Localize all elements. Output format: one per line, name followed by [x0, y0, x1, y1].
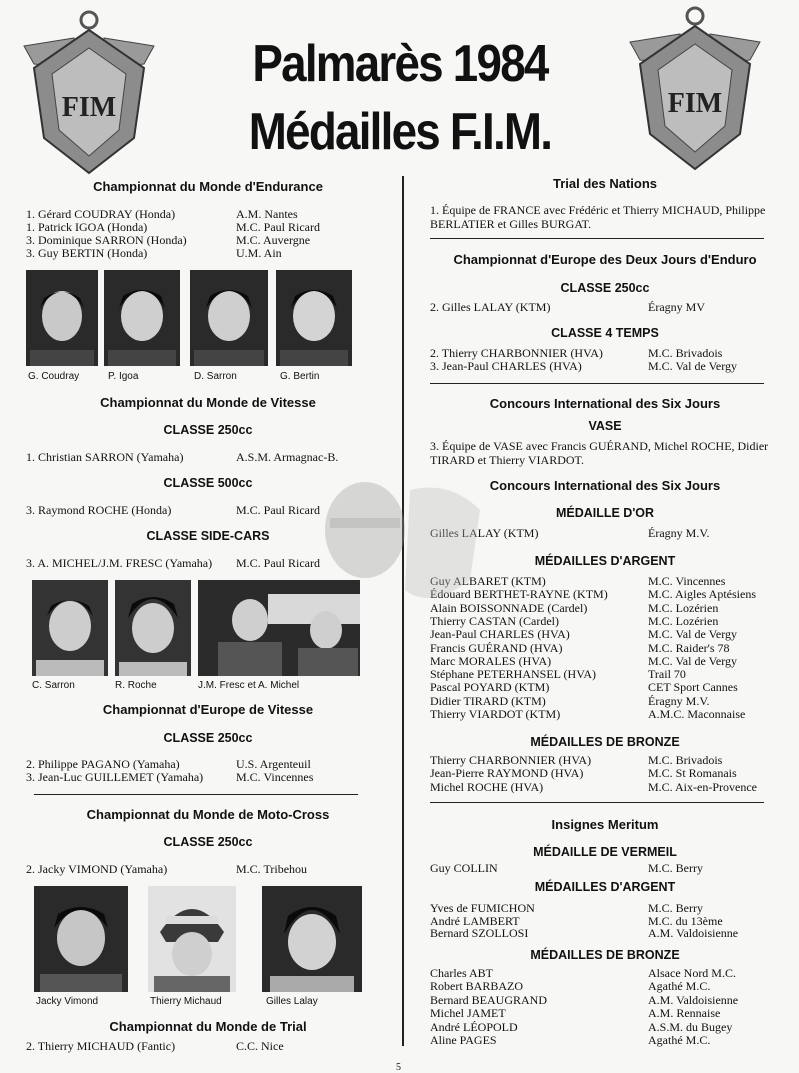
page-number: 5: [396, 1062, 401, 1073]
badge-label: FIM: [61, 92, 117, 123]
medal-label: MÉDAILLES DE BRONZE: [530, 735, 680, 749]
section-rule: [34, 794, 358, 795]
class-label: CLASSE 4 TEMPS: [551, 326, 659, 340]
rider-photo: [26, 270, 98, 366]
class-label: CLASSE 250cc: [163, 835, 253, 849]
fim-badge-left: [14, 8, 164, 178]
heading-deux-jours: Championnat d'Europe des Deux Jours d'Enduro: [453, 252, 757, 267]
rider-photo: [34, 886, 128, 992]
heading-motocross: Championnat du Monde de Moto-Cross: [86, 807, 330, 822]
rider-photo: [148, 886, 236, 992]
photo-caption: G. Coudray: [28, 371, 80, 382]
class-label: CLASSE 250cc: [163, 731, 253, 745]
section-rule: [430, 802, 764, 803]
class-label: CLASSE SIDE-CARS: [146, 529, 270, 543]
medal-label: MÉDAILLES DE BRONZE: [530, 948, 680, 962]
medal-label: MÉDAILLE DE VERMEIL: [533, 845, 677, 859]
page-title-line2: Médailles F.I.M.: [248, 103, 552, 161]
badge-label: FIM: [667, 88, 723, 119]
photo-caption: Thierry Michaud: [150, 996, 222, 1007]
medal-label: MÉDAILLE D'OR: [555, 506, 655, 520]
photo-caption: P. Igoa: [108, 371, 139, 382]
watermark-graphic: [310, 470, 500, 620]
photo-caption: C. Sarron: [32, 680, 75, 691]
heading-six-jours: Concours International des Six Jours: [489, 396, 721, 411]
heading-europe-vitesse: Championnat d'Europe de Vitesse: [102, 702, 314, 717]
rider-photo: [276, 270, 352, 366]
class-label: CLASSE 250cc: [163, 423, 253, 437]
photo-caption: R. Roche: [115, 680, 157, 691]
heading-trial: Championnat du Monde de Trial: [109, 1019, 307, 1034]
heading-meritum: Insignes Meritum: [551, 817, 659, 832]
paragraph: 3. Équipe de VASE avec Francis GUÉRAND, Michel ROCHE, Didier TIRARD et Thierry VIARDOT.: [430, 439, 769, 467]
rider-photo: [104, 270, 180, 366]
class-label: VASE: [588, 419, 622, 433]
class-label: CLASSE 500cc: [163, 476, 253, 490]
photo-caption: J.M. Fresc et A. Michel: [198, 680, 300, 691]
section-rule: [430, 383, 764, 384]
rider-photo: [115, 580, 191, 676]
paragraph: 1. Équipe de FRANCE avec Frédéric et Thierry MICHAUD, Philippe BERLATIER et Gilles BURGAT.: [430, 203, 766, 231]
photo-caption: D. Sarron: [194, 371, 237, 382]
heading-endurance: Championnat du Monde d'Endurance: [93, 179, 323, 194]
rider-photo: [190, 270, 268, 366]
page-title-line1: Palmarès 1984: [252, 35, 548, 93]
fim-badge-right: [620, 4, 770, 174]
photo-caption: Jacky Vimond: [36, 996, 99, 1007]
rider-photo: [32, 580, 108, 676]
medal-label: MÉDAILLES D'ARGENT: [534, 880, 676, 894]
medal-label: MÉDAILLES D'ARGENT: [534, 554, 676, 568]
heading-trial-nations: Trial des Nations: [552, 176, 658, 191]
heading-vitesse: Championnat du Monde de Vitesse: [100, 395, 316, 410]
photo-caption: G. Bertin: [280, 371, 320, 382]
section-rule: [430, 238, 764, 239]
photo-caption: Gilles Lalay: [266, 996, 318, 1007]
class-label: CLASSE 250cc: [560, 281, 650, 295]
rider-photo: [262, 886, 362, 992]
heading-six-jours: Concours International des Six Jours: [489, 478, 721, 493]
